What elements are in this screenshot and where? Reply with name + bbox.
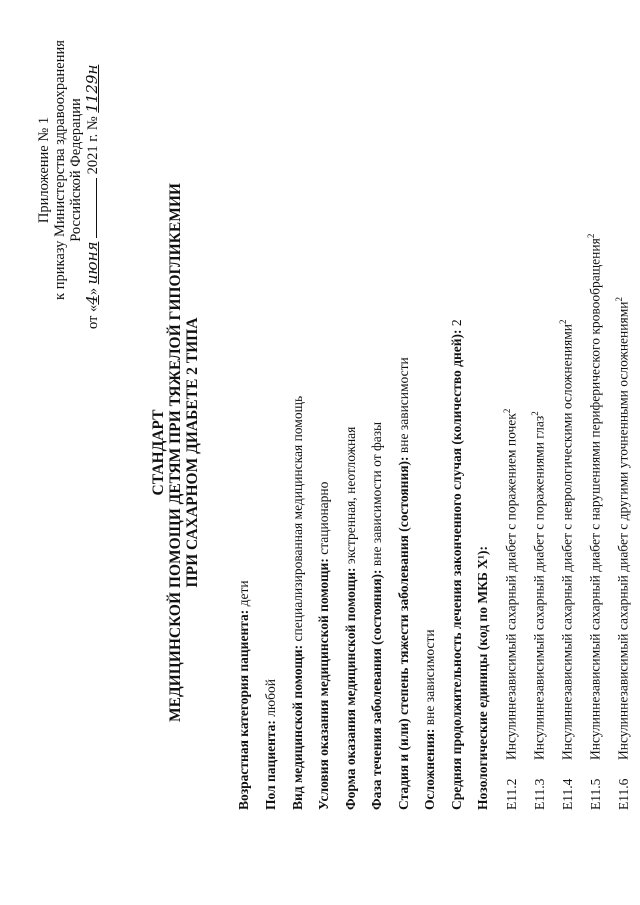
icd-row [530,411,548,810]
footnote-mark: 2 [614,297,624,302]
title-line-2: МЕДИЦИНСКОЙ ПОМОЩИ ДЕТЯМ ПРИ ТЯЖЕЛОЙ ГИПОГЛИКЕМИИ [167,183,184,722]
icd-code: E11.5 [587,778,603,810]
field-duration: Средняя продолжительность лечения законченного случая (количество дней): 2 [449,319,464,810]
appendix-order-line: к приказу Министерства здравоохранения [52,40,68,300]
field-nosology: Нозологические единицы (код по МКБ X¹): [475,546,490,810]
field-conditions: Условия оказания медицинской помощи: стационарно [316,481,331,810]
icd-row [558,319,576,810]
field-form: Форма оказания медицинской помощи: экстренная, неотложная [343,426,358,810]
icd-row [502,409,520,810]
field-sex: Пол пациента: любой [263,679,278,810]
field-phase: Фаза течения заболевания (состояния): вне зависимости от фазы [369,421,384,810]
appendix-block [36,5,101,335]
icd-desc: Инсулиннезависимый сахарный диабет с другими уточненными осложнениями [615,301,631,760]
icd-desc: Инсулиннезависимый сахарный диабет с поражением почек [503,413,519,760]
icd-row [614,297,632,810]
icd-code: E11.3 [531,778,547,810]
date-underline [96,178,97,238]
date-prefix: от « [85,304,101,329]
footnote-mark: 2 [502,408,512,414]
title-line-1: СТАНДАРТ [150,409,167,496]
date-mid: » [85,287,101,296]
date-year: 2021 г. № [85,116,101,175]
order-number: 1129н [83,64,101,113]
icd-code: E11.4 [559,778,575,810]
footnote-mark: 2 [586,233,596,239]
appendix-date-line [84,5,101,335]
field-stage: Стадия и (или) степень тяжести заболевания (состояния): вне зависимости [396,357,411,810]
document-title [150,0,201,905]
icd-code: E11.2 [503,778,519,810]
icd-code: E11.6 [615,778,631,810]
title-line-3: ПРИ САХАРНОМ ДИАБЕТЕ 2 ТИПА [184,317,201,588]
footnote-mark: 2 [558,319,568,324]
appendix-country-line: Российской Федерации [68,98,84,242]
field-age: Возрастная категория пациента: дети [236,580,251,810]
field-complications: Осложнения: вне зависимости [422,629,437,810]
icd-desc: Инсулиннезависимый сахарный диабет с неврологическими осложнениями [559,323,575,760]
appendix-title: Приложение № 1 [36,116,52,224]
date-month: июня [83,241,101,285]
icd-row [586,234,604,810]
icd-desc: Инсулиннезависимый сахарный диабет с поражениями глаз [531,415,547,760]
icd-desc: Инсулиннезависимый сахарный диабет с нарушениями периферического кровообращения [587,238,603,760]
field-care-type: Вид медицинской помощи: специализированная медицинская помощь [290,395,305,810]
footnote-mark: 2 [530,411,540,416]
date-day: 4 [83,295,101,305]
